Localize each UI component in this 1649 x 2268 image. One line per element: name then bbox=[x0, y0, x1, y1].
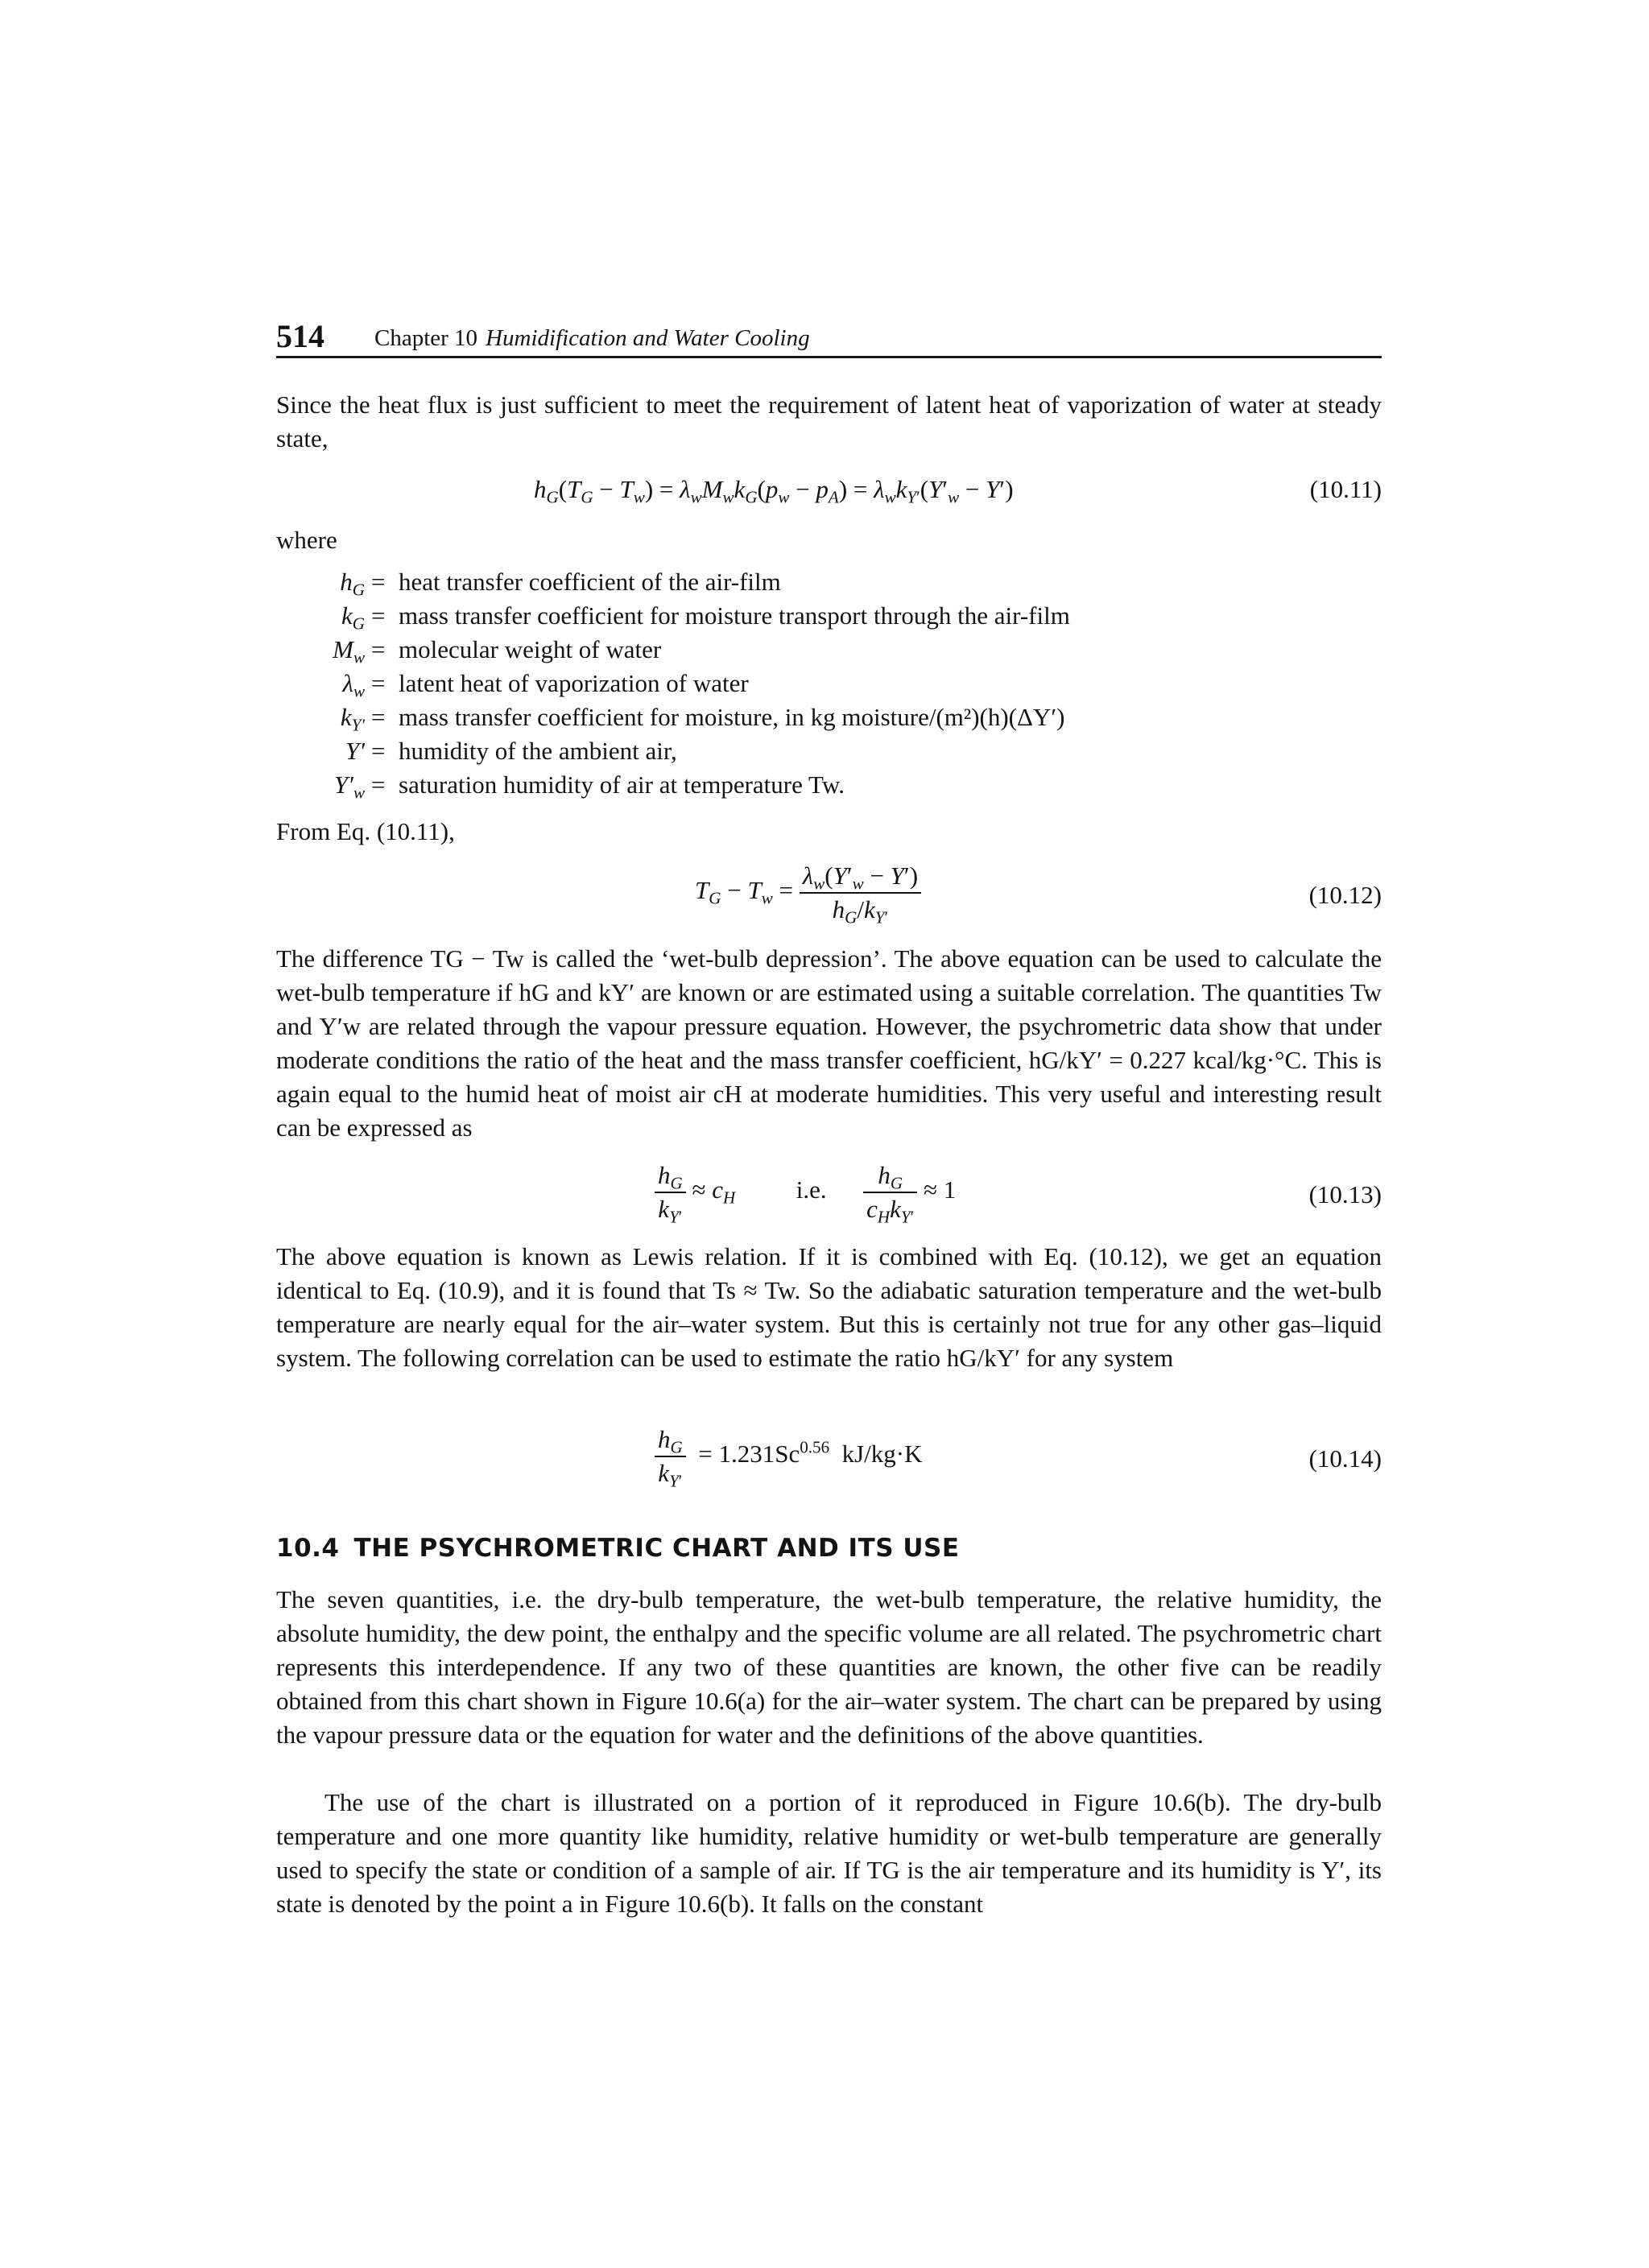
definition-symbol: $k_G$ bbox=[341, 601, 365, 634]
definition-row bbox=[276, 700, 1382, 734]
chapter-label bbox=[374, 322, 810, 354]
lewis-paragraph bbox=[276, 1240, 1382, 1375]
page-number: 514 bbox=[276, 318, 324, 354]
from-eq-line bbox=[276, 815, 1382, 849]
equation-number: (10.14) bbox=[1308, 1444, 1382, 1473]
definition-text: latent heat of vaporization of water bbox=[399, 669, 749, 697]
equation-10-13 bbox=[276, 1159, 1382, 1233]
seven-quantities-text: The seven quantities, i.e. the dry-bulb temperature, the wet-bulb temperature, the relative humidity, the absolute humidity, the dew point, the enthalpy and the specific volume are all related. The psychrometric chart represents this interdependence. If any two of these quantities are known, the other five can be readily obtained from this chart shown in Figure 10.6(a) for the air–water system. The chart can be prepared by using the vapour pressure data or the equation for water and the definitions of the above quantities. bbox=[276, 1585, 1382, 1749]
chart-use-text: The use of the chart is illustrated on a portion of it reproduced in Figure 10.6(b). The dry-bulb temperature and one more quantity like humidity, relative humidity or wet-bulb temperature are generally used to specify the state or condition of a sample of air. If TG is the air temperature and its humidity is Y′, its state is denoted by the point a in Figure 10.6(b). It falls on the constant bbox=[276, 1788, 1382, 1918]
definition-symbol: $h_G$ bbox=[340, 568, 365, 600]
fraction: $\frac{h_G}{k_{Y'}}$ bbox=[655, 1159, 686, 1225]
where-text: where bbox=[276, 526, 337, 554]
definition-text: humidity of the ambient air, bbox=[399, 737, 677, 765]
equation-10-11 bbox=[276, 475, 1382, 510]
equation-10-14 bbox=[276, 1423, 1382, 1498]
equals-sign: = bbox=[371, 669, 386, 697]
where-label bbox=[276, 523, 1382, 557]
equation-10-12-body: $T_G - T_w$ = $\frac{\lambda_w(Y'_w - Y')}{h_G/k_{Y'}}$ bbox=[695, 860, 921, 926]
definition-row bbox=[276, 633, 1382, 667]
equation-10-14-body: $\frac{h_G}{k_{Y'}}$ = $1.231Sc^{0.56}$ kJ/kg·K bbox=[655, 1423, 923, 1489]
lewis-text: The above equation is known as Lewis relation. If it is combined with Eq. (10.12), we get an equation identical to Eq. (10.9), and it is found that Ts ≈ Tw. So the adiabatic saturation temperature and the wet-bulb temperature are nearly equal for the air–water system. But this is certainly not true for any other gas–liquid system. The following correlation can be used to estimate the ratio hG/kY′ for any system bbox=[276, 1242, 1382, 1372]
wetbulb-text: The difference TG − Tw is called the ‘wet-bulb depression’. The above equation can be used to calculate the wet-bulb temperature if hG and kY′ are known or are estimated using a suitable correlation. The quantities Tw and Y′w are related through the vapour pressure equation. However, the psychrometric data show that under moderate conditions the ratio of the heat and the mass transfer coefficient, hG/kY′ = 0.227 kcal/kg·°C. This is again equal to the humid heat of moist air cH at moderate humidities. This very useful and interesting result can be expressed as bbox=[276, 944, 1382, 1142]
equation-number: (10.13) bbox=[1308, 1180, 1382, 1208]
ie-label: i.e. bbox=[796, 1175, 827, 1204]
definition-text: saturation humidity of air at temperature Tw. bbox=[399, 770, 845, 799]
chapter-title: Humidification and Water Cooling bbox=[486, 325, 810, 351]
chapter-number: Chapter 10 bbox=[374, 325, 478, 351]
definition-text: mass transfer coefficient for moisture transport through the air-film bbox=[399, 601, 1070, 630]
correlation-value: 1.231Sc bbox=[718, 1440, 800, 1469]
seven-quantities-paragraph bbox=[276, 1583, 1382, 1752]
running-header bbox=[276, 317, 1382, 358]
definition-symbol: $k_{Y'}$ bbox=[340, 703, 365, 735]
equals-sign: = bbox=[371, 770, 386, 799]
definition-row bbox=[276, 734, 1382, 768]
equation-10-11-body: $h_G(T_G - T_w) = \lambda_wM_wk_G(p_w - p_A) = \lambda_wk_{Y'}(Y'_w - Y')$ bbox=[534, 475, 1014, 507]
fraction: $\frac{\lambda_w(Y'_w - Y')}{h_G/k_{Y'}}$ bbox=[800, 860, 921, 926]
definition-text: mass transfer coefficient for moisture, in kg moisture/(m²)(h)(ΔY′) bbox=[399, 703, 1065, 731]
definition-text: heat transfer coefficient of the air-film bbox=[399, 568, 781, 596]
definition-symbol: $\lambda_w$ bbox=[342, 669, 365, 701]
intro-paragraph bbox=[276, 388, 1382, 456]
fraction: $\frac{h_G}{k_{Y'}}$ bbox=[655, 1423, 686, 1489]
definition-text: molecular weight of water bbox=[399, 635, 662, 663]
equals-sign: = bbox=[371, 568, 386, 596]
equals-sign: = bbox=[371, 601, 386, 630]
correlation-exponent: 0.56 bbox=[800, 1437, 830, 1457]
definition-symbol: $M_w$ bbox=[333, 635, 365, 667]
chart-use-paragraph bbox=[276, 1786, 1382, 1921]
section-heading bbox=[276, 1534, 960, 1563]
definition-symbol: Y′ bbox=[345, 737, 365, 765]
definition-row bbox=[276, 565, 1382, 599]
definition-symbol: $Y'_w$ bbox=[333, 770, 365, 803]
equals-sign: = bbox=[371, 635, 386, 663]
equation-10-12 bbox=[276, 860, 1382, 934]
definitions-list bbox=[276, 565, 1382, 802]
wetbulb-paragraph bbox=[276, 942, 1382, 1145]
equals-sign: = bbox=[371, 703, 386, 731]
definition-row bbox=[276, 768, 1382, 802]
correlation-units: kJ/kg·K bbox=[841, 1440, 923, 1469]
section-number: 10.4 bbox=[276, 1534, 340, 1563]
from-eq-text: From Eq. (10.11), bbox=[276, 817, 455, 845]
equation-10-13-body: $\frac{h_G}{k_{Y'}}$ ≈ $c_H$ i.e. $\frac{h_G}{c_Hk_{Y'}}$ ≈ 1 bbox=[655, 1159, 956, 1225]
equation-number: (10.12) bbox=[1308, 881, 1382, 909]
definition-row bbox=[276, 667, 1382, 700]
intro-text: Since the heat flux is just sufficient to meet the requirement of latent heat of vaporization of water at steady state, bbox=[276, 390, 1382, 452]
equals-sign: = bbox=[371, 737, 386, 765]
equation-number: (10.11) bbox=[1309, 475, 1382, 503]
definition-row bbox=[276, 599, 1382, 633]
section-title: THE PSYCHROMETRIC CHART AND ITS USE bbox=[353, 1534, 960, 1563]
fraction: $\frac{h_G}{c_Hk_{Y'}}$ bbox=[863, 1159, 917, 1225]
